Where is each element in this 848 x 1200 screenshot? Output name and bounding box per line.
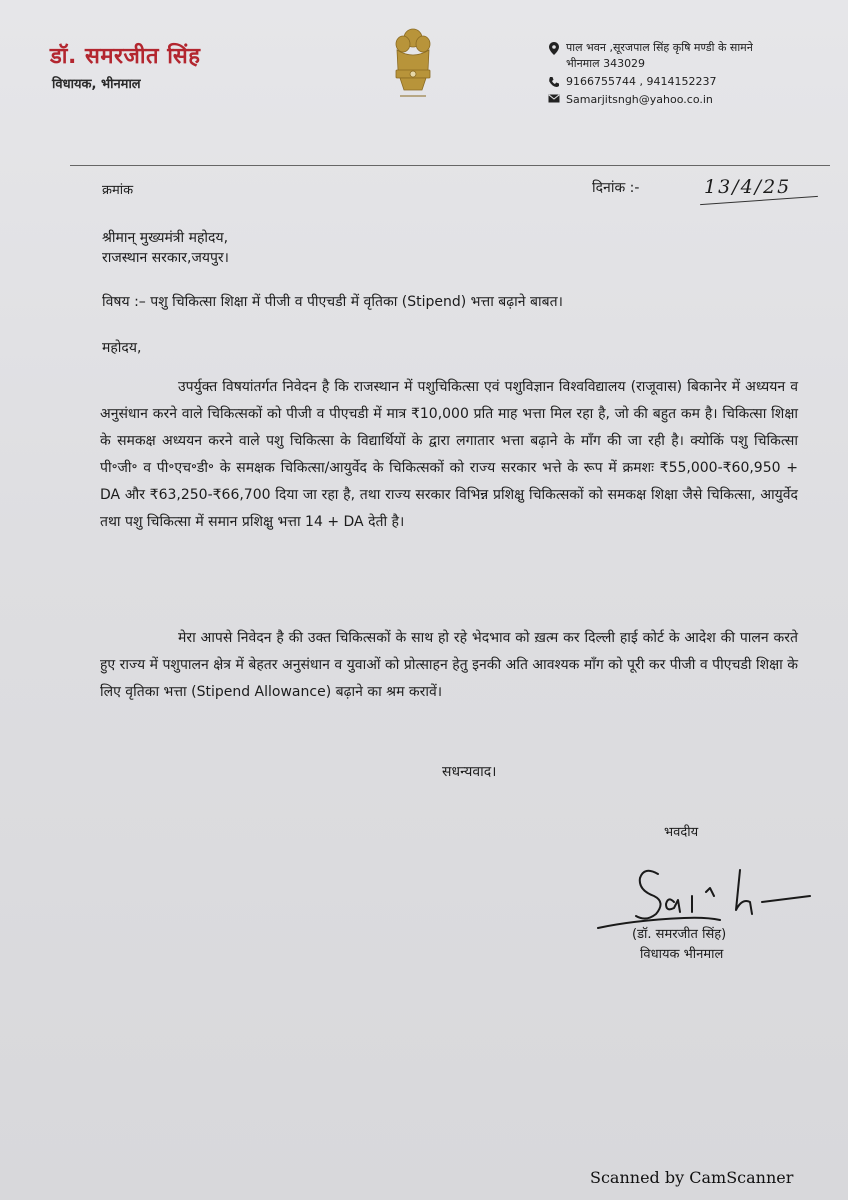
envelope-icon	[548, 92, 560, 103]
address-text	[566, 40, 753, 72]
addressee	[102, 228, 229, 268]
contact-block	[548, 40, 838, 110]
signer-title: विधायक भीनमाल	[640, 947, 724, 962]
email-row	[548, 92, 838, 108]
sender-title: विधायक, भीनमाल	[52, 77, 141, 92]
sender-name: डॉ. समरजीत सिंह	[50, 44, 201, 69]
header-divider	[70, 165, 830, 166]
addressee-line1: श्रीमान् मुख्यमंत्री महोदय,	[102, 230, 229, 246]
signer-name: (डॉ. समरजीत सिंह)	[632, 927, 727, 942]
date-label: दिनांक :-	[592, 180, 640, 196]
location-pin-icon	[548, 40, 560, 55]
reference-label: क्रमांक	[102, 183, 134, 198]
state-emblem-icon	[388, 26, 438, 106]
phone-text: 9166755744 , 9414152237	[566, 75, 717, 88]
address-line1: पाल भवन ,सूरजपाल सिंह कृषि मण्डी के सामने	[566, 41, 753, 54]
phone-row	[548, 74, 838, 90]
salutation: महोदय,	[102, 340, 142, 356]
address-row	[548, 40, 838, 72]
valediction: भवदीय	[664, 825, 699, 840]
email-text: Samarjitsngh@yahoo.co.in	[566, 93, 713, 106]
addressee-line2: राजस्थान सरकार,जयपुर।	[102, 250, 229, 266]
scanner-watermark: Scanned by CamScanner	[590, 1168, 794, 1187]
closing-thanks: सधन्यवाद।	[442, 764, 497, 780]
handwritten-date: 13/4/25	[704, 176, 792, 198]
body-paragraph-2: मेरा आपसे निवेदन है की उक्त चिकित्सकों के साथ हो रहे भेदभाव को ख़त्म कर दिल्ली हाई कोर्ट के आदेश की पालन करते हुए राज्य में पशुपालन क्षेत्र में बेहतर अनुसंधान व युवाओं को प्रोत्साहन हेतु इनकी अति आवश्यक माँग को पूरी कर पीजी व पीएचडी शिक्षा के लिए वृतिका भत्ता (Stipend Allowance) बढ़ाने का श्रम करावें।	[100, 630, 798, 700]
subject-line: विषय :– पशु चिकित्सा शिक्षा में पीजी व पीएचडी में वृतिका (Stipend) भत्ता बढ़ाने बाबत।	[102, 294, 563, 310]
phone-icon	[548, 74, 560, 88]
address-line2: भीनमाल 343029	[566, 57, 646, 70]
body-paragraph-1: उपर्युक्त विषयांतर्गत निवेदन है कि राजस्थान में पशुचिकित्सा एवं पशुविज्ञान विश्वविद्यालय (राजूवास) बिकानेर में अध्ययन व अनुसंधान करने वाले चिकित्सकों को पीजी व पीएचडी में मात्र ₹10,000 प्रति माह भत्ता मिल रहा है, जो की बहुत कम है। चिकित्सा शिक्षा के समकक्ष अध्ययन करने वाले पशु चिकित्सा के विद्यार्थियों के द्वारा लगातार भत्ता बढ़ाने के माँग की जा रही है। क्योकिं पशु चिकित्सा पी॰जी॰ व पी॰एच॰डी॰ के समक्षक चिकित्सा/आयुर्वेद के चिकित्सकों को राज्य सरकार भत्ते के रूप में क्रमशः ₹55,000-₹60,950 + DA और ₹63,250-₹66,700 दिया जा रहा है, तथा राज्य सरकार विभिन्न प्रशिक्षु चिकित्सकों को समकक्ष शिक्षा जैसे चिकित्सा, आयुर्वेद तथा पशु चिकित्सा में समान प्रशिक्षु भत्ता 14 + DA देती है।	[100, 379, 798, 530]
